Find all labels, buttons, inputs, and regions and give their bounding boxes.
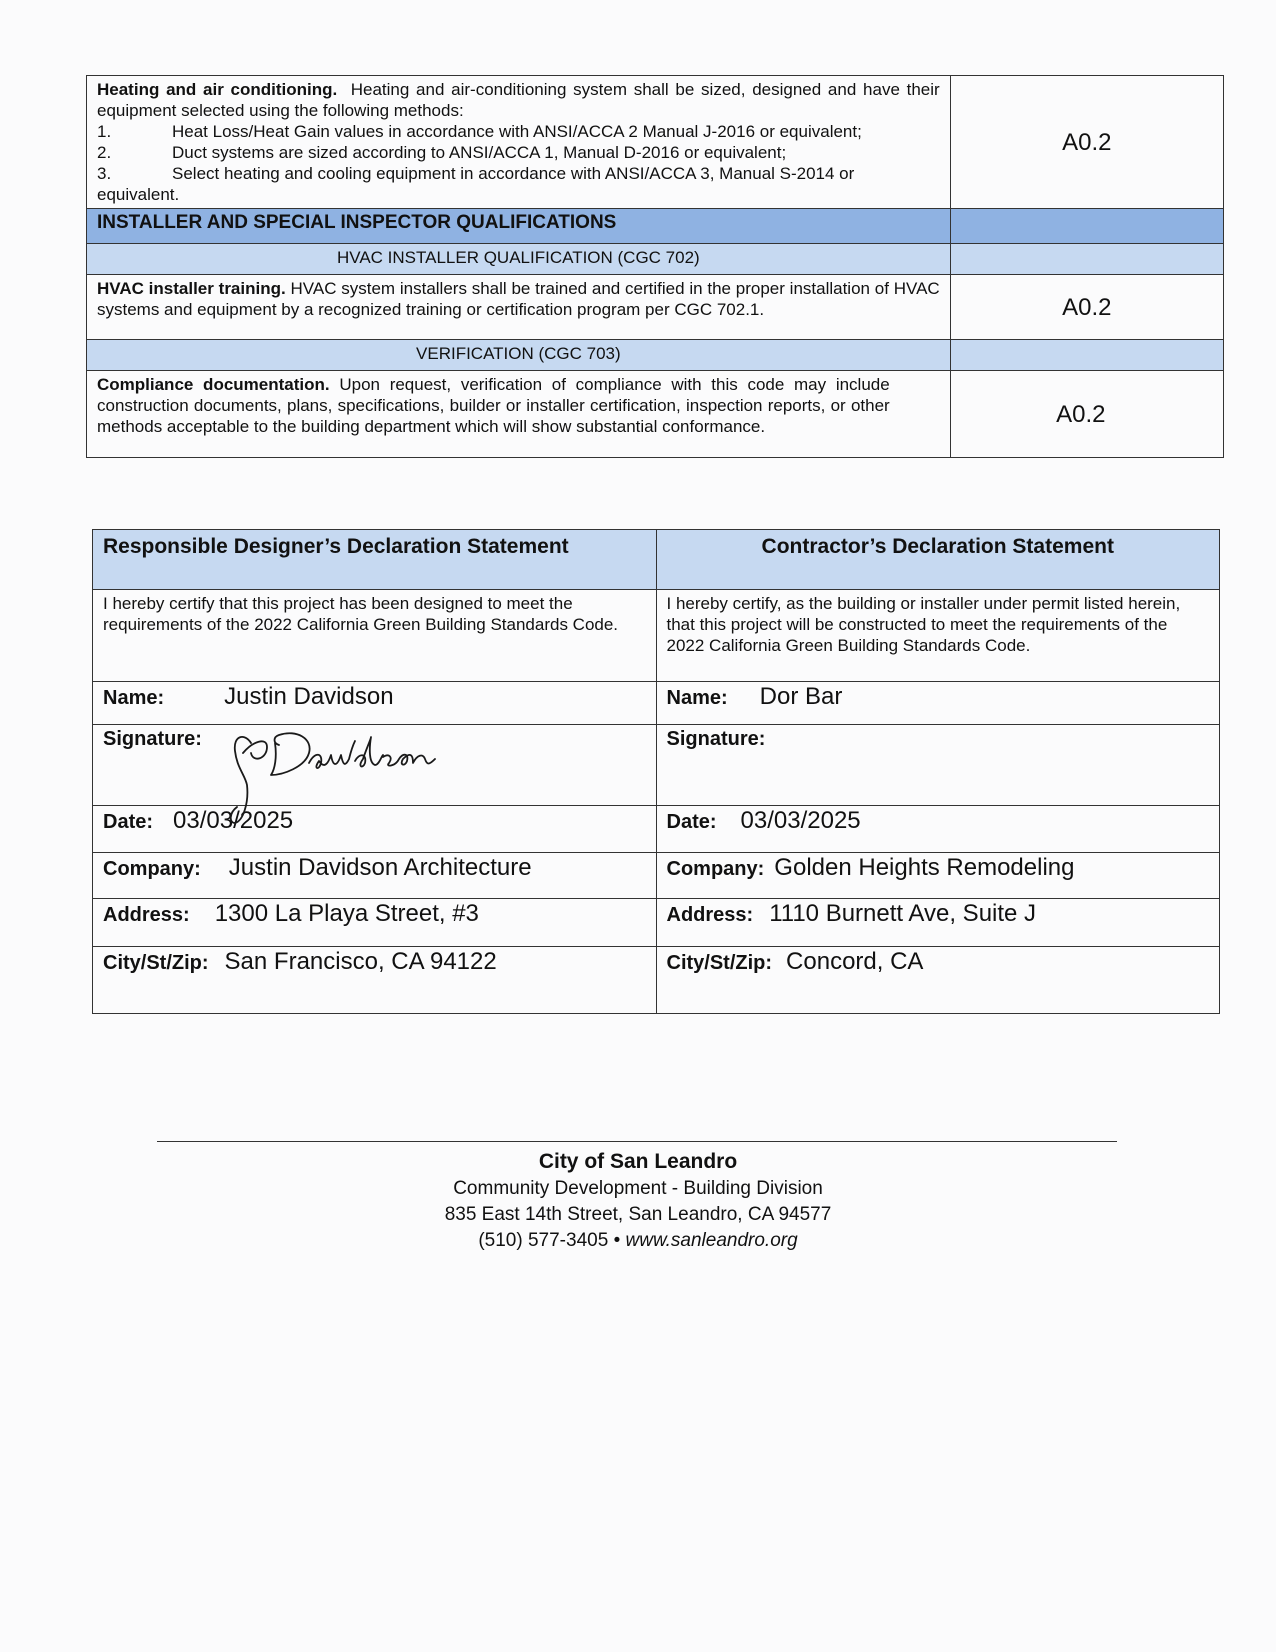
contractor-address: 1110 Burnett Ave, Suite J [769, 900, 1037, 927]
contractor-date-cell [656, 806, 1220, 853]
installer-subheader-row [87, 244, 1224, 275]
signature-row [93, 725, 1220, 806]
hvac-intro: Heating and air-conditioning system shall be sized, designed and have their equipment selected using the following methods: [97, 80, 940, 120]
city-label: City/St/Zip: [666, 952, 773, 974]
requirements-table [86, 75, 1224, 458]
footer-phone: (510) 577-3405 [478, 1230, 609, 1251]
contractor-name: Dor Bar [759, 683, 843, 710]
contractor-city-cell [656, 947, 1220, 1014]
city-label: City/St/Zip: [103, 952, 209, 974]
designer-name-cell [93, 682, 657, 725]
footer-contact [0, 1228, 1276, 1254]
training-title: HVAC installer training. [97, 279, 286, 298]
installer-subheader-ref-cell [950, 244, 1223, 275]
footer-division: Community Development - Building Division [453, 1178, 823, 1199]
contractor-company-cell [656, 853, 1220, 899]
contractor-address-cell [656, 899, 1220, 947]
hvac-title: Heating and air conditioning. [97, 80, 338, 99]
compliance-title: Compliance documentation. [97, 375, 330, 394]
compliance-text: Upon request, verification of compliance with this code may include construction documents, plans, specifications, builder or installer certification, inspection reports, or other methods acceptable to the building department which will show substantial conformance. [97, 375, 890, 436]
designer-city-cell [93, 947, 657, 1014]
designer-address: 1300 La Playa Street, #3 [214, 900, 479, 927]
training-sheet-ref: A0.2 [950, 275, 1223, 340]
hvac-description [87, 76, 951, 209]
designer-date: 03/03/2025 [173, 807, 294, 834]
designer-heading: Responsible Designer’s Declaration Statement [93, 530, 657, 590]
contractor-city: Concord, CA [786, 948, 924, 975]
declaration-header-row [93, 530, 1220, 590]
footer [0, 1148, 1276, 1254]
footer-divider [157, 1141, 1117, 1142]
designer-address-cell [93, 899, 657, 947]
compliance-description [87, 371, 951, 458]
training-text: HVAC system installers shall be trained and certified in the proper installation of HVAC systems and equipment by a recognized training or certification program per CGC 702.1. [97, 279, 940, 319]
declaration-table [92, 529, 1220, 1014]
footer-separator: • [613, 1230, 621, 1251]
training-row [87, 275, 1224, 340]
name-row [93, 682, 1220, 725]
hvac-item: 3. Select heating and cooling equipment in accordance with ANSI/ACCA 3, Manual S-2014 or [97, 164, 855, 183]
section-header-row [87, 209, 1224, 244]
hvac-row [87, 76, 1224, 209]
compliance-row [87, 371, 1224, 458]
designer-signature-cell [93, 725, 657, 806]
city-row [93, 947, 1220, 1014]
contractor-statement: I hereby certify, as the building or installer under permit listed herein, that this project will be constructed to meet the requirements of the 2022 California Green Building Standards Code. [656, 590, 1220, 682]
footer-website-link[interactable]: www.sanleandro.org [625, 1230, 798, 1251]
contractor-signature-cell [656, 725, 1220, 806]
verification-subheader-ref-cell [950, 340, 1223, 371]
designer-company-cell [93, 853, 657, 899]
verification-subheader-row [87, 340, 1224, 371]
hvac-sheet-ref: A0.2 [950, 76, 1223, 209]
section-header-ref-cell [950, 209, 1223, 244]
contractor-name-cell [656, 682, 1220, 725]
name-label: Name: [666, 687, 728, 709]
contractor-company: Golden Heights Remodeling [774, 854, 1075, 881]
address-row [93, 899, 1220, 947]
footer-address: 835 East 14th Street, San Leandro, CA 94577 [444, 1204, 832, 1225]
date-label: Date: [103, 811, 154, 833]
installer-subheader: HVAC INSTALLER QUALIFICATION (CGC 702) [87, 244, 951, 275]
hvac-tail: equivalent. [97, 185, 180, 204]
signature-label: Signature: [666, 728, 766, 750]
company-label: Company: [666, 858, 765, 880]
designer-company: Justin Davidson Architecture [228, 854, 532, 881]
section-header: INSTALLER AND SPECIAL INSPECTOR QUALIFICATIONS [87, 209, 951, 244]
footer-org: City of San Leandro [538, 1150, 738, 1173]
address-label: Address: [103, 904, 190, 926]
training-description [87, 275, 951, 340]
designer-name: Justin Davidson [224, 683, 394, 710]
designer-signature-image [223, 723, 463, 828]
date-label: Date: [666, 811, 717, 833]
contractor-date: 03/03/2025 [740, 807, 861, 834]
name-label: Name: [103, 687, 165, 709]
designer-statement: I hereby certify that this project has been designed to meet the requirements of the 2022 California Green Building Standards Code. [93, 590, 657, 682]
designer-city: San Francisco, CA 94122 [224, 948, 497, 975]
company-label: Company: [103, 858, 201, 880]
statement-row [93, 590, 1220, 682]
verification-subheader: VERIFICATION (CGC 703) [87, 340, 951, 371]
signature-label: Signature: [103, 728, 202, 750]
compliance-sheet-ref: A0.2 [950, 371, 1223, 458]
address-label: Address: [666, 904, 754, 926]
hvac-item: 1. Heat Loss/Heat Gain values in accordance with ANSI/ACCA 2 Manual J-2016 or equivalent; [97, 122, 862, 141]
company-row [93, 853, 1220, 899]
hvac-item: 2. Duct systems are sized according to ANSI/ACCA 1, Manual D-2016 or equivalent; [97, 143, 787, 162]
contractor-heading: Contractor’s Declaration Statement [656, 530, 1220, 590]
